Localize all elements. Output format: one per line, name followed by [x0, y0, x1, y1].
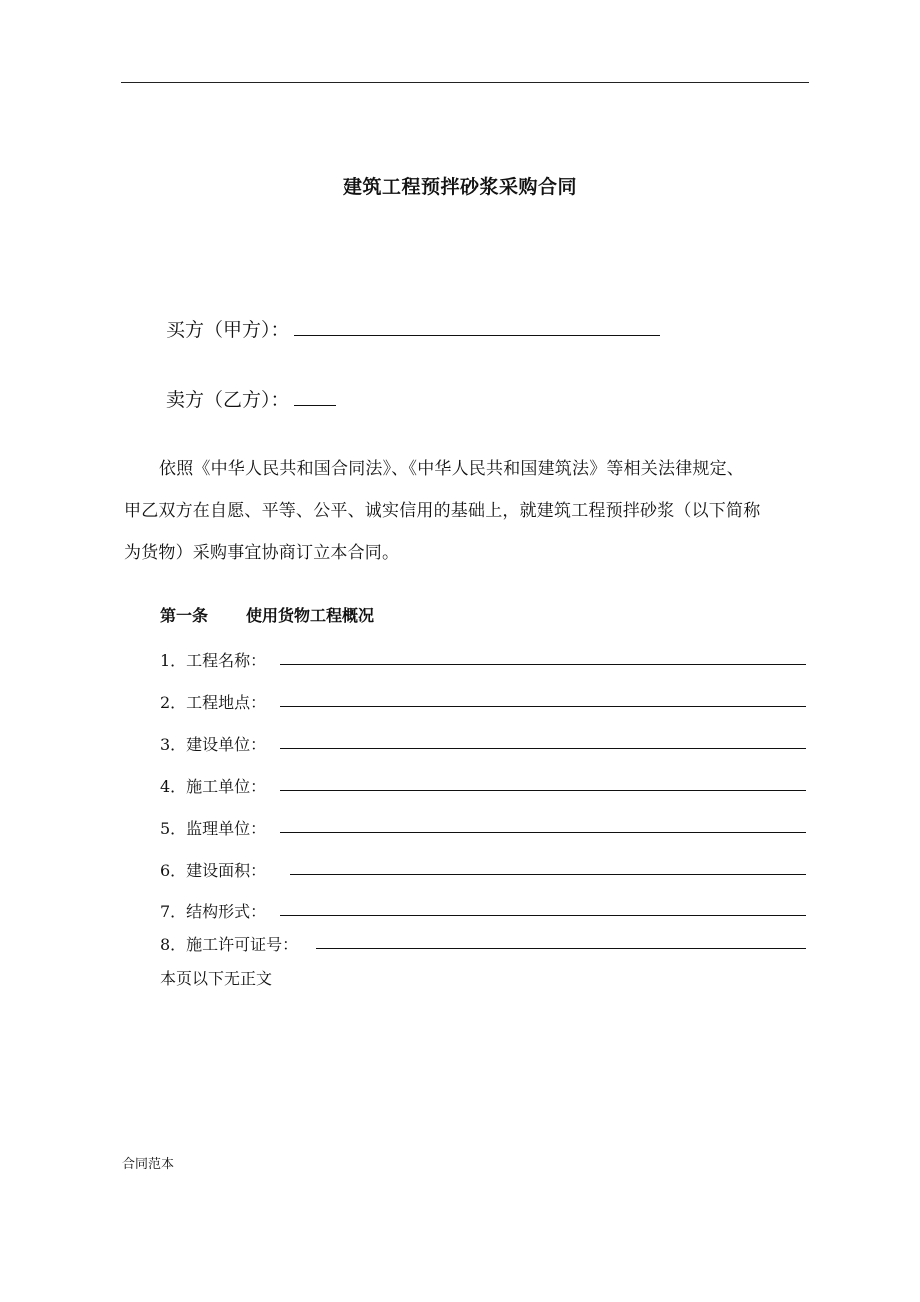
seller-label: 卖方（乙方）：	[166, 389, 290, 411]
article-number: 第一条	[160, 606, 209, 625]
field-contractor-label: 4．施工单位：	[160, 777, 267, 796]
field-contractor-blank	[280, 790, 806, 791]
field-area-blank	[290, 874, 806, 875]
buyer-label: 买方（甲方）：	[166, 319, 290, 341]
field-structure-label: 7．结构形式：	[160, 902, 267, 921]
field-construction-unit-label: 3．建设单位：	[160, 735, 267, 754]
field-permit-label: 8．施工许可证号：	[160, 935, 299, 954]
article-title: 使用货物工程概况	[246, 606, 375, 625]
buyer-line	[166, 315, 660, 342]
seller-line	[166, 385, 336, 412]
field-supervisor-label: 5．监理单位：	[160, 819, 267, 838]
field-area-label: 6．建设面积：	[160, 861, 267, 880]
field-project-name-blank	[280, 664, 806, 665]
seller-blank	[294, 387, 336, 406]
preamble-paragraph	[124, 448, 808, 574]
field-construction-unit-blank	[280, 748, 806, 749]
document-title: 建筑工程预拌砂浆采购合同	[342, 176, 577, 198]
field-supervisor-blank	[280, 832, 806, 833]
field-structure-blank	[280, 915, 806, 916]
field-project-location-label: 2．工程地点：	[160, 693, 267, 712]
article-heading	[160, 603, 374, 626]
end-note: 本页以下无正文	[160, 969, 273, 988]
field-project-name-label: 1．工程名称：	[160, 651, 267, 670]
buyer-blank	[294, 317, 660, 336]
field-project-location-blank	[280, 706, 806, 707]
header-rule	[121, 82, 809, 83]
field-permit-blank	[316, 948, 806, 949]
page-footer: 合同范本	[122, 1157, 175, 1172]
preamble-line: 为货物）采购事宜协商订立本合同。	[124, 543, 400, 563]
preamble-line: 依照《中华人民共和国合同法》、《中华人民共和国建筑法》等相关法律规定、	[159, 459, 744, 479]
preamble-line: 甲乙双方在自愿、平等、公平、诚实信用的基础上，就建筑工程预拌砂浆（以下简称	[124, 501, 761, 521]
